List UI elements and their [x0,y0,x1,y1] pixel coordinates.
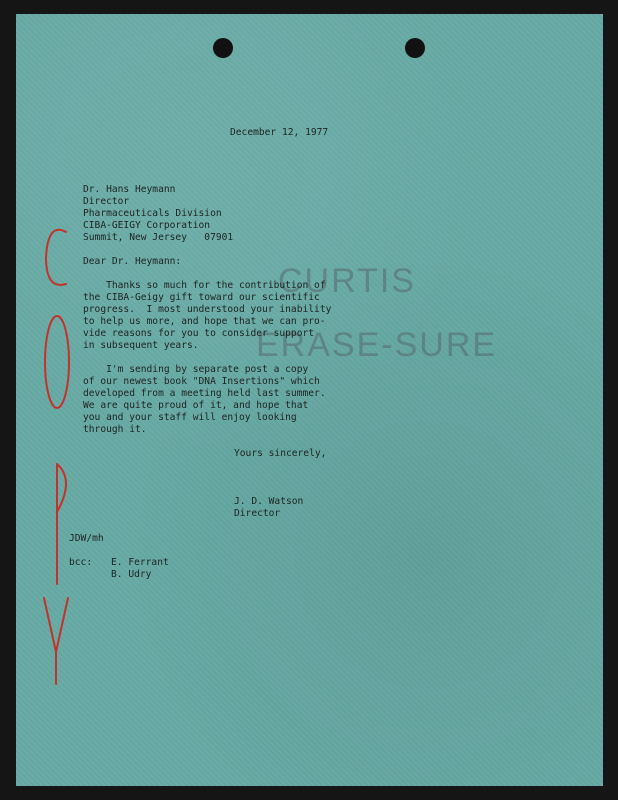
punch-hole-right [405,38,425,58]
bcc-recipient: B. Udry [111,569,152,580]
copy-stamp-letter-o [45,316,69,408]
paragraph-line: developed from a meeting held last summer. [83,388,326,399]
watermark-line-1: CURTIS [278,262,416,300]
paragraph-line: vide reasons for you to consider support [83,328,315,339]
typist-initials: JDW/mh [69,533,104,544]
signature-title: Director [234,508,281,519]
bcc-recipient: E. Ferrant [111,557,169,568]
letter-date: December 12, 1977 [230,127,329,138]
watermark-line-2: ERASE-SURE [256,326,498,364]
address-line: Dr. Hans Heymann [83,184,176,195]
bcc-label: bcc: [69,557,93,568]
paragraph-line: of our newest book "DNA Insertions" which [83,376,320,387]
paragraph-line: in subsequent years. [83,340,199,351]
punch-hole-left [213,38,233,58]
copy-stamp-letter-p [57,464,66,584]
copy-stamp-letter-y [44,598,68,684]
paragraph-line: We are quite proud of it, and hope that [83,400,309,411]
paragraph-line: through it. [83,424,147,435]
salutation: Dear Dr. Heymann: [83,256,182,267]
paragraph-line: I'm sending by separate post a copy [83,364,309,375]
paragraph-line: you and your staff will enjoy looking [83,412,297,423]
signature-name: J. D. Watson [234,496,304,507]
address-line: CIBA-GEIGY Corporation [83,220,211,231]
address-line: Director [83,196,130,207]
paragraph-line: Thanks so much for the contribution of [83,280,326,291]
copy-stamp-letter-c [46,230,66,285]
address-line: Summit, New Jersey 07901 [83,232,234,243]
address-line: Pharmaceuticals Division [83,208,222,219]
paragraph-line: to help us more, and hope that we can pro- [83,316,326,327]
closing: Yours sincerely, [234,448,327,459]
copy-stamp [30,212,93,702]
letter-page [16,14,603,786]
paragraph-line: progress. I most understood your inability [83,304,332,315]
paragraph-line: the CIBA-Geigy gift toward our scientific [83,292,320,303]
